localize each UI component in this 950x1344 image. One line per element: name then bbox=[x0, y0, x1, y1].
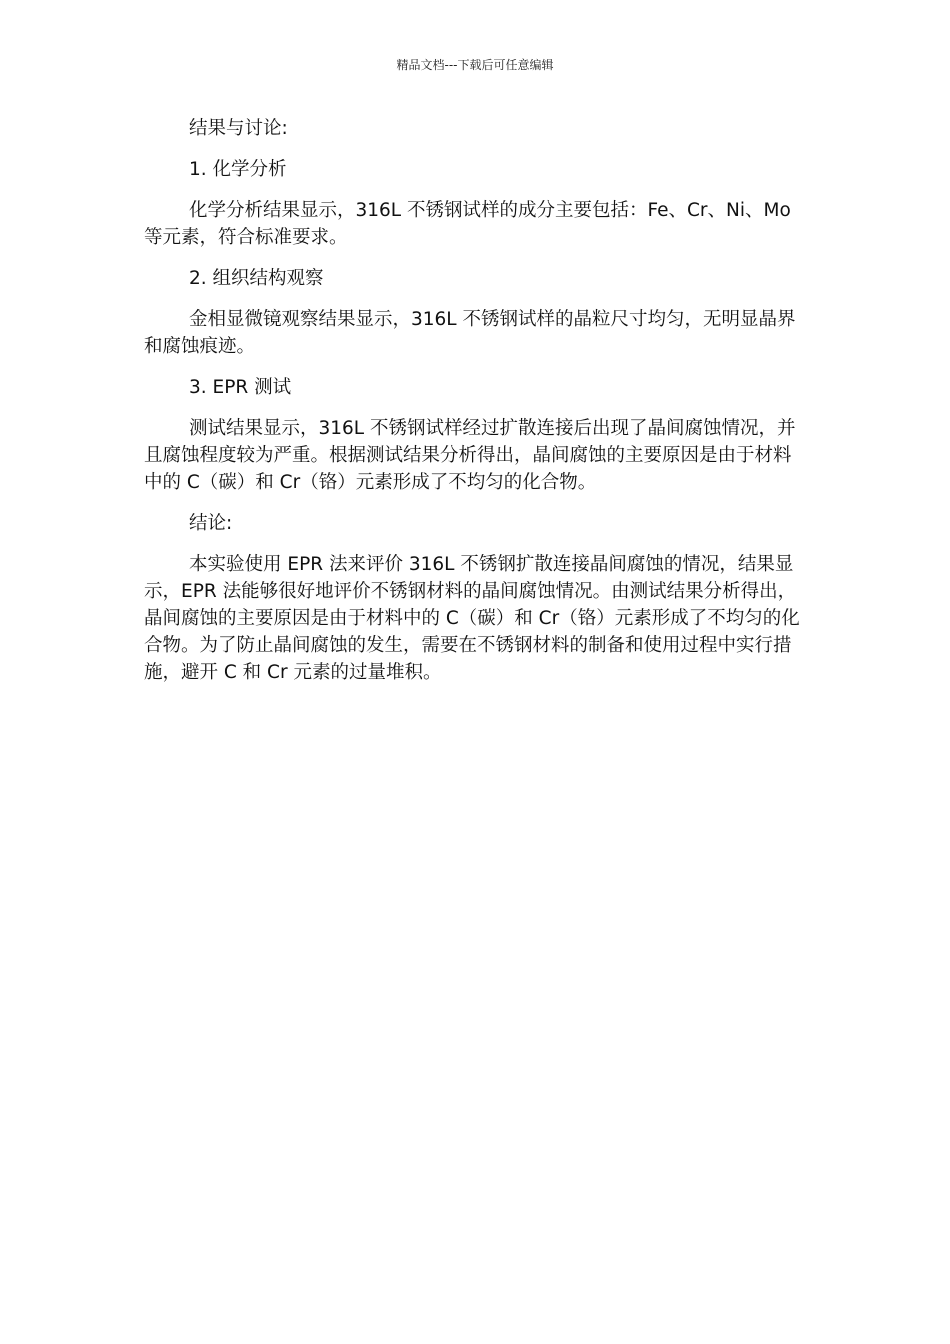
page-header: 精品文档---下载后可任意编辑 bbox=[396, 58, 554, 72]
microstructure-heading: 2. 组织结构观察 bbox=[189, 268, 324, 289]
chem-analysis-paragraph: 化学分析结果显示，316L 不锈钢试样的成分主要包括：Fe、Cr、Ni、Mo 等元素，符合标准要求。 bbox=[144, 200, 791, 248]
microstructure-paragraph: 金相显微镜观察结果显示，316L 不锈钢试样的晶粒尺寸均匀，无明显晶界和腐蚀痕迹。 bbox=[144, 309, 796, 357]
conclusion-paragraph: 本实验使用 EPR 法来评价 316L 不锈钢扩散连接晶间腐蚀的情况，结果显示，EPR 法能够很好地评价不锈钢材料的晶间腐蚀情况。由测试结果分析得出，晶间腐蚀的主要原因是由于材料中的 C（碳）和 Cr（铬）元素形成了不均匀的化合物。为了防止晶间腐蚀的发生，需要在不锈钢材料的制备和使用过程中实行措施，避开 C 和 Cr 元素的过量堆积。 bbox=[144, 554, 800, 683]
epr-test-heading: 3. EPR 测试 bbox=[189, 377, 292, 398]
epr-test-paragraph: 测试结果显示，316L 不锈钢试样经过扩散连接后出现了晶间腐蚀情况，并且腐蚀程度较为严重。根据测试结果分析得出，晶间腐蚀的主要原因是由于材料中的 C（碳）和 Cr（铬）元素形成了不均匀的化合物。 bbox=[144, 418, 796, 493]
section-title: 结果与讨论: bbox=[189, 118, 288, 139]
conclusion-heading: 结论: bbox=[189, 513, 233, 534]
chem-analysis-heading: 1. 化学分析 bbox=[189, 159, 287, 180]
document-body bbox=[144, 115, 809, 700]
